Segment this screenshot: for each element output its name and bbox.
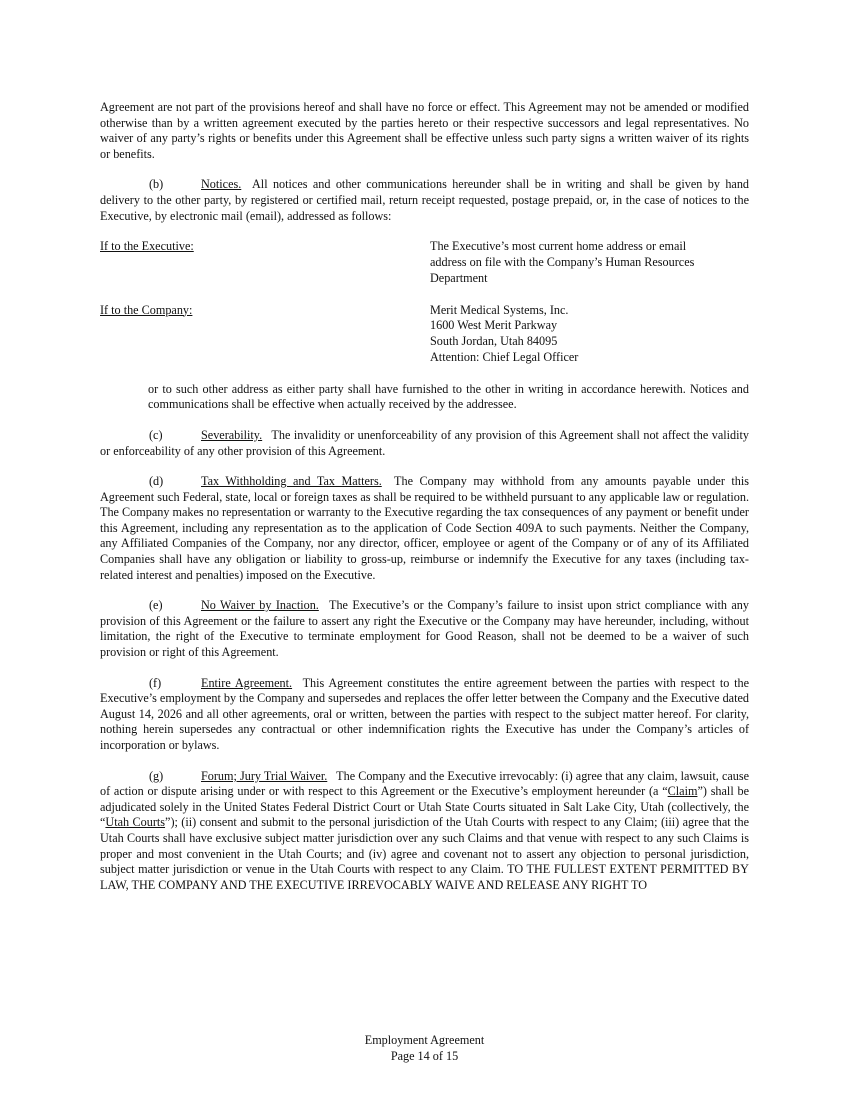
section-number: (d): [149, 474, 164, 489]
address-line: The Executive’s most current home address or email: [430, 239, 687, 254]
intro-paragraph: Agreement are not part of the provisions hereof and shall have no force or effect. This Agreement may not be amended or modified otherwise than by a written agreement executed by the parties hereto or their respective successors and legal representatives. No waiver of any party’s rights or benefits under this Agreement shall be effective unless such party signs a written waiver of its rights or benefits.: [100, 100, 749, 161]
section-b-notices: [100, 177, 749, 224]
section-text: The Company and the Executive irrevocably: (i) agree that any claim, lawsuit, cause of action or dispute arising under or with respect to this Agreement or the Executive’s employment hereunder (a “: [100, 768, 750, 799]
document-page: [100, 100, 749, 908]
page-number: Page 14 of 15: [390, 1048, 459, 1063]
section-text: The Company may withhold from any amounts payable under this Agreement such Federal, state, local or foreign taxes as shall be required to be withheld pursuant to any applicable law or regulation. The Company makes no representation or warranty to the Executive regarding the tax consequences of any payment or benefit under this Agreement, including any representation as to the application of Code Section 409A to such payments. Neither the Company, any Affiliated Companies of the Company, nor any director, officer, employee or agent of the Company or of any of its Affiliated Companies shall have any obligation or liability to gross-up, reimburse or indemnify the Executive for any taxes (including tax-related interest and penalties) imposed on the Executive.: [100, 474, 750, 582]
address-line: Attention: Chief Legal Officer: [430, 349, 579, 364]
section-c-severability: [100, 428, 749, 459]
defined-term-utah-courts: Utah Courts: [105, 815, 166, 830]
section-text: ”) shall be adjudicated solely in the United States Federal District Court or Utah State Courts situated in Salt Lake City, Utah (collectively, the “: [100, 784, 749, 830]
section-f-entire-agreement: [100, 676, 749, 754]
section-text: All notices and other communications hereunder shall be in writing and shall be given by hand delivery to the other party, by registered or certified mail, return receipt requested, postage prepaid, or, in the case of notices to the Executive, by electronic mail (email), addressed as follows:: [100, 177, 750, 223]
defined-term-claim: Claim: [667, 784, 698, 799]
section-number: (c): [149, 427, 163, 442]
address-line: Department: [430, 270, 488, 285]
section-number: (f): [149, 675, 162, 690]
section-text: The invalidity or unenforceability of any provision of this Agreement shall not affect the validity or enforceability of any other provision of this Agreement.: [100, 427, 749, 458]
section-d-tax: [100, 474, 749, 583]
section-heading: Tax Withholding and Tax Matters.: [201, 474, 382, 489]
section-number: (b): [149, 177, 164, 192]
section-text: The Executive’s or the Company’s failure to insist upon strict compliance with any provision of this Agreement or the failure to assert any right the Executive or the Company may have hereunder, including, without limitation, the right of the Executive to terminate employment for Good Reason, shall not be deemed to be a waiver of such provision or right of this Agreement.: [100, 598, 749, 660]
company-label: If to the Company:: [100, 302, 193, 317]
executive-address-block: [100, 239, 749, 286]
company-address-block: [100, 303, 749, 366]
notices-tail: or to such other address as either party shall have furnished to the other in writing in accordance herewith. Notices and communications shall be effective when actually received by the addressee.: [148, 381, 749, 412]
section-heading: No Waiver by Inaction.: [201, 598, 319, 613]
address-line: South Jordan, Utah 84095: [430, 334, 558, 349]
section-number: (e): [149, 598, 163, 613]
section-heading: Notices.: [201, 177, 242, 192]
address-line: address on file with the Company’s Human Resources: [430, 254, 695, 269]
section-heading: Severability.: [201, 427, 263, 442]
section-text: ”); (ii) consent and submit to the personal jurisdiction of the Utah Courts with respect to any Claim; (iii) agree that the Utah Courts shall have exclusive subject matter jurisdiction over any such Claims and that venue with respect to any such Claims is proper and most convenient in the Utah Courts; and (iv) agree and covenant not to assert any objection to personal jurisdiction, subject matter jurisdiction or venue in the Utah Courts with respect to any Claim. TO THE FULLEST EXTENT PERMITTED BY LAW, THE COMPANY AND THE EXECUTIVE IRREVOCABLY WAIVE AND RELEASE ANY RIGHT TO: [100, 815, 749, 892]
section-heading: Forum; Jury Trial Waiver.: [201, 768, 328, 783]
footer-title: Employment Agreement: [364, 1033, 485, 1047]
section-e-no-waiver: [100, 598, 749, 660]
page-footer: [0, 1033, 849, 1064]
section-g-forum: [100, 769, 749, 894]
executive-address: [430, 239, 749, 286]
address-line: Merit Medical Systems, Inc.: [430, 302, 569, 317]
section-text: This Agreement constitutes the entire agreement between the parties with respect to the Executive’s employment by the Company and supersedes and replaces the offer letter between the Company and the Executive dated August 14, 2026 and all other agreements, oral or written, between the parties with respect to the subject matter hereof. For clarity, nothing herein supersedes any contractual or other indemnification rights the Executive has under the Company’s articles of incorporation or bylaws.: [100, 675, 749, 753]
address-line: 1600 West Merit Parkway: [430, 318, 558, 333]
company-address: [430, 303, 749, 366]
section-number: (g): [149, 768, 164, 783]
executive-label: If to the Executive:: [100, 239, 194, 254]
section-heading: Entire Agreement.: [201, 675, 293, 690]
